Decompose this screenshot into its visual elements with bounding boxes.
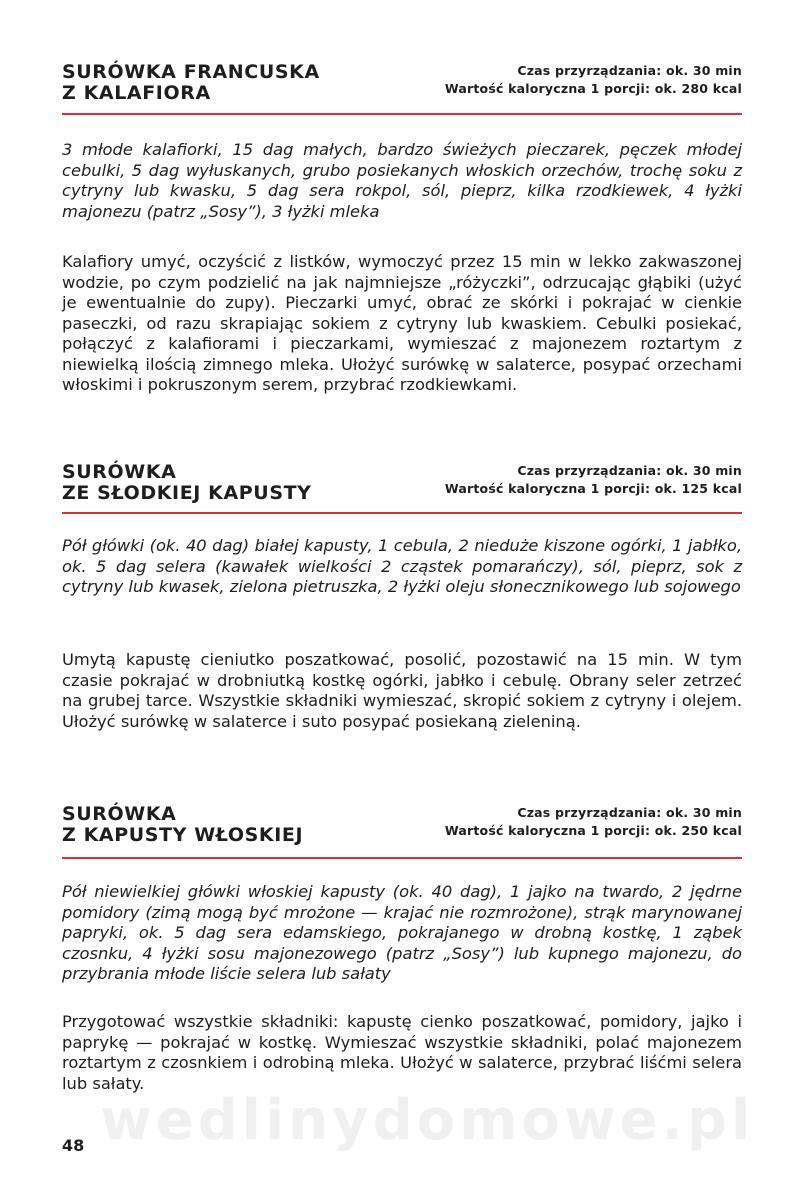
prep-time: Czas przyrządzania: ok. 30 min xyxy=(517,805,742,820)
header-rule xyxy=(62,512,742,514)
recipe-meta xyxy=(445,62,742,98)
ingredients-text: 3 młode kalafiorki, 15 dag małych, bardzo świeżych pieczarek, pęczek młodej cebulki, 5 dag wyłuskanych, grubo posiekanych włoskich orzechów, trochę soku z cytryny lub kwasku, 5 dag sera rokpol, sól, pieprz, kilka rzodkiewek, 4 łyżki majonezu (patrz „Sosy”), 3 łyżki mleka xyxy=(62,140,742,221)
page-number: 48 xyxy=(62,1136,85,1155)
calories: Wartość kaloryczna 1 porcji: ok. 125 kcal xyxy=(444,481,742,496)
method-text: Umytą kapustę cieniutko poszatkować, posolić, pozostawić na 15 min. W tym czasie pokrajać w drobniutką kostkę ogórki, jabłko i cebulę. Obrany seler zetrzeć na grubej tarce. Wszystkie składniki wymieszać, skropić sokiem z cytryny i olejem. Ułożyć surówkę w salaterce i suto posypać posiekaną zieleniną. xyxy=(62,650,742,731)
recipe-title xyxy=(62,62,320,104)
recipe-header xyxy=(62,62,742,108)
recipe-surowka-francuska xyxy=(62,61,742,394)
recipe-title-line-1: SURÓWKA FRANCUSKA xyxy=(62,61,320,83)
calories: Wartość kaloryczna 1 porcji: ok. 280 kcal xyxy=(444,81,742,96)
prep-time: Czas przyrządzania: ok. 30 min xyxy=(517,63,742,78)
recipe-title xyxy=(62,462,312,504)
watermark: wedlinydomowe.pl xyxy=(100,1088,755,1153)
recipe-title xyxy=(62,804,303,846)
recipe-title-line-2: ZE SŁODKIEJ KAPUSTY xyxy=(62,482,312,504)
recipe-meta xyxy=(445,462,742,498)
recipe-title-line-1: SURÓWKA xyxy=(62,803,177,825)
method-text: Przygotować wszystkie składniki: kapustę cienko poszatkować, pomidory, jajko i paprykę — pokrajać w kostkę. Wymieszać wszystkie składniki, polać majonezem roztartym z czosnkiem i odrobiną mleka. Ułożyć w salaterce, przybrać liśćmi selera lub sałaty. xyxy=(62,1012,742,1093)
prep-time: Czas przyrządzania: ok. 30 min xyxy=(517,463,742,478)
recipe-title-line-2: Z KAPUSTY WŁOSKIEJ xyxy=(62,824,304,846)
recipe-header xyxy=(62,462,742,508)
calories: Wartość kaloryczna 1 porcji: ok. 250 kcal xyxy=(444,823,742,838)
ingredients-text: Pół niewielkiej główki włoskiej kapusty (ok. 40 dag), 1 jajko na twardo, 2 jędrne pomidory (zimą mogą być mrożone — krajać nie rozmrożone), strąk marynowanej papryki, ok. 5 dag sera edamskiego, pokrajanego w drobną kostkę, 1 ząbek czosnku, 4 łyżki sosu majonezowego (patrz „Sosy”) lub kupnego majonezu, do przybrania młode liście selera lub sałaty xyxy=(62,882,742,983)
header-rule xyxy=(62,113,742,115)
ingredients-text: Pół główki (ok. 40 dag) białej kapusty, 1 cebula, 2 nieduże kiszone ogórki, 1 jabłko, ok. 5 dag selera (kawałek wielkości 2 cząstek pomarańczy), sól, pieprz, sok z cytryny lub kwasek, zielona pietruszka, 2 łyżki oleju słonecznikowego lub sojowego xyxy=(62,536,742,596)
recipe-surowka-ze-slodkiej-kapusty xyxy=(62,461,742,731)
recipe-surowka-z-kapusty-wloskiej xyxy=(62,803,742,1093)
header-rule xyxy=(62,857,742,859)
method-text: Kalafiory umyć, oczyścić z listków, wymoczyć przez 15 min w lekko zakwaszonej wodzie, po czym podzielić na jak najmniejsze „różyczki”, odrzucając głąbiki (użyć je ewentualnie do zupy). Pieczarki umyć, obrać ze skórki i pokrajać w cienkie paseczki, od razu skrapiając sokiem z cytryny lub kwaskiem. Cebulki posiekać, połączyć z kalafiorami i pieczarkami, wymieszać z majonezem roztartym z niewielką ilością zimnego mleka. Ułożyć surówkę w salaterce, posypać orzechami włoskimi i pokruszonym serem, przybrać rzodkiewkami. xyxy=(62,252,742,394)
recipe-title-line-1: SURÓWKA xyxy=(62,461,177,483)
recipe-title-line-2: Z KALAFIORA xyxy=(62,82,211,104)
recipe-header xyxy=(62,804,742,850)
recipe-meta xyxy=(445,804,742,840)
